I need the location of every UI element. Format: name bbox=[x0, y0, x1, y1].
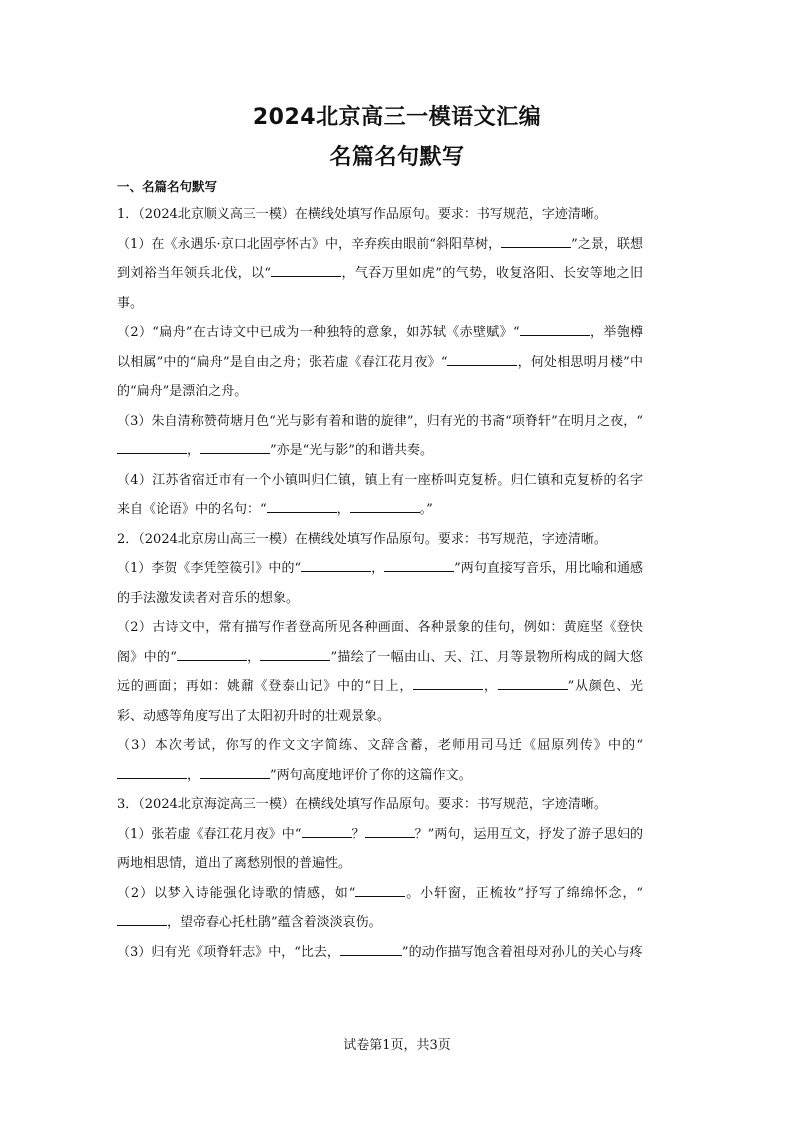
question-text: ， bbox=[187, 767, 201, 783]
question-text: ， bbox=[187, 443, 201, 458]
question-text: ， bbox=[371, 561, 385, 576]
question-text: ”从颜色、光彩、动感等角度写出了太阳初升时的壮观景象。 bbox=[117, 679, 643, 724]
answer-blank[interactable] bbox=[301, 558, 371, 572]
answer-blank[interactable] bbox=[498, 676, 568, 690]
question-text: ，气吞万里如虎”的气势，收复洛阳、长安等地之旧事。 bbox=[117, 266, 643, 311]
answer-blank[interactable] bbox=[413, 676, 483, 690]
question-2-item-1 bbox=[117, 554, 643, 613]
question-text: （1）张若虚《春江花月夜》中“ bbox=[117, 826, 302, 842]
question-text: （2）以梦入诗能强化诗歌的情感，如“ bbox=[117, 885, 356, 901]
answer-blank[interactable] bbox=[350, 499, 420, 513]
question-text: ， bbox=[483, 679, 498, 694]
question-text: ，举匏樽以相属”中的“扁舟”是自由之舟；张若虚《春江花月夜》“ bbox=[117, 325, 643, 370]
answer-blank[interactable] bbox=[271, 263, 341, 277]
question-text: 。小轩窗，正梳妆”抒写了绵绵怀念，“ bbox=[405, 885, 643, 901]
answer-blank[interactable] bbox=[117, 912, 167, 926]
question-text: （2）“扁舟”在古诗文中已成为一种独特的意象，如苏轼《赤壁赋》“ bbox=[117, 325, 520, 340]
answer-blank[interactable] bbox=[302, 824, 352, 838]
answer-blank[interactable] bbox=[200, 440, 270, 454]
answer-blank[interactable] bbox=[447, 352, 517, 366]
question-text: （3）归有光《项脊轩志》中，“比去， bbox=[117, 944, 340, 960]
page-footer: 试卷第1页，共3页 bbox=[343, 1038, 451, 1053]
question-text: 。” bbox=[419, 502, 433, 517]
question-text: （1）在《永遇乐·京口北固亭怀古》中，辛弃疾由眼前“斜阳草树， bbox=[117, 236, 502, 252]
question-text: （3）本次考试，你写的作文文字简练、文辞含蓄，老师用司马迁《屈原列传》中的“ bbox=[117, 738, 643, 753]
question-text: ”两句直接写音乐，用比喻和通感的手法激发读者对音乐的想象。 bbox=[117, 561, 643, 606]
question-1-item-3 bbox=[117, 407, 643, 466]
answer-blank[interactable] bbox=[117, 440, 187, 454]
question-text: ，何处相思明月楼”中的“扁舟”是漂泊之舟。 bbox=[117, 354, 643, 399]
question-2-intro: 2．（2024北京房山高三一模）在横线处填写作品原句。要求：书写规范，字迹清晰。 bbox=[117, 531, 607, 547]
answer-blank[interactable] bbox=[355, 883, 405, 897]
question-text: ？”两句，运用互文，抒发了游子思妇的两地相思情，道出了离愁别恨的普遍性。 bbox=[117, 826, 643, 871]
question-text: ”之景，联想到刘裕当年领兵北伐，以“ bbox=[117, 236, 643, 281]
question-3-item-1 bbox=[117, 820, 643, 879]
question-text: ？ bbox=[351, 826, 365, 842]
document-subtitle: 名篇名句默写 bbox=[329, 145, 465, 170]
question-text: ，望帝春心托杜鹃”蕴含着淡淡哀伤。 bbox=[167, 915, 382, 930]
question-text: （4）江苏省宿迁市有一个小镇叫归仁镇，镇上有一座桥叫克复桥。归仁镇和克复桥的名字来自《论语》中的名句：“ bbox=[117, 472, 643, 517]
answer-blank[interactable] bbox=[177, 647, 247, 661]
question-3-item-2 bbox=[117, 879, 643, 938]
question-text: ”亦是“光与影”的和谐共奏。 bbox=[270, 443, 433, 458]
answer-blank[interactable] bbox=[520, 322, 590, 336]
question-text: ， bbox=[336, 502, 350, 517]
answer-blank[interactable] bbox=[200, 765, 270, 779]
answer-blank[interactable] bbox=[340, 942, 402, 956]
answer-blank[interactable] bbox=[384, 558, 454, 572]
answer-blank[interactable] bbox=[267, 499, 337, 513]
question-1-item-2 bbox=[117, 318, 643, 407]
question-text: （2）古诗文中，常有描写作者登高所见各种画面、各种景象的佳句，例如：黄庭坚《登快阁》中的“ bbox=[117, 620, 643, 665]
question-1-intro: 1．（2024北京顺义高三一模）在横线处填写作品原句。要求：书写规范，字迹清晰。 bbox=[117, 207, 607, 222]
question-2-item-3 bbox=[117, 731, 643, 790]
question-3-intro: 3．（2024北京海淀高三一模）在横线处填写作品原句。要求：书写规范，字迹清晰。 bbox=[117, 797, 607, 812]
question-text: ， bbox=[246, 649, 261, 665]
section-heading: 一、名篇名句默写 bbox=[117, 179, 218, 194]
question-1-item-1 bbox=[117, 230, 643, 319]
document-body bbox=[117, 176, 643, 967]
question-text: ”两句高度地评价了你的这篇作文。 bbox=[270, 767, 472, 783]
answer-blank[interactable] bbox=[365, 824, 415, 838]
question-text: ”描绘了一幅由山、天、江、月等景物所构成的阔大悠远的画面；再如：姚鼐《登泰山记》中的“日上， bbox=[117, 649, 643, 694]
question-text: （3）朱自清称赞荷塘月色“光与影有着和谐的旋律”，归有光的书斋“项脊轩”在明月之夜，“ bbox=[117, 413, 643, 429]
question-1-item-4 bbox=[117, 466, 643, 525]
question-3-item-3 bbox=[117, 938, 643, 968]
answer-blank[interactable] bbox=[117, 765, 187, 779]
document-title: 2024北京高三一模语文汇编 bbox=[252, 105, 542, 130]
answer-blank[interactable] bbox=[501, 234, 571, 248]
question-text: （1）李贺《李凭箜篌引》中的“ bbox=[117, 561, 302, 576]
question-2-item-2 bbox=[117, 613, 643, 731]
question-text: ”的动作描写饱含着祖母对孙儿的关心与疼 bbox=[401, 944, 643, 960]
answer-blank[interactable] bbox=[260, 647, 330, 661]
